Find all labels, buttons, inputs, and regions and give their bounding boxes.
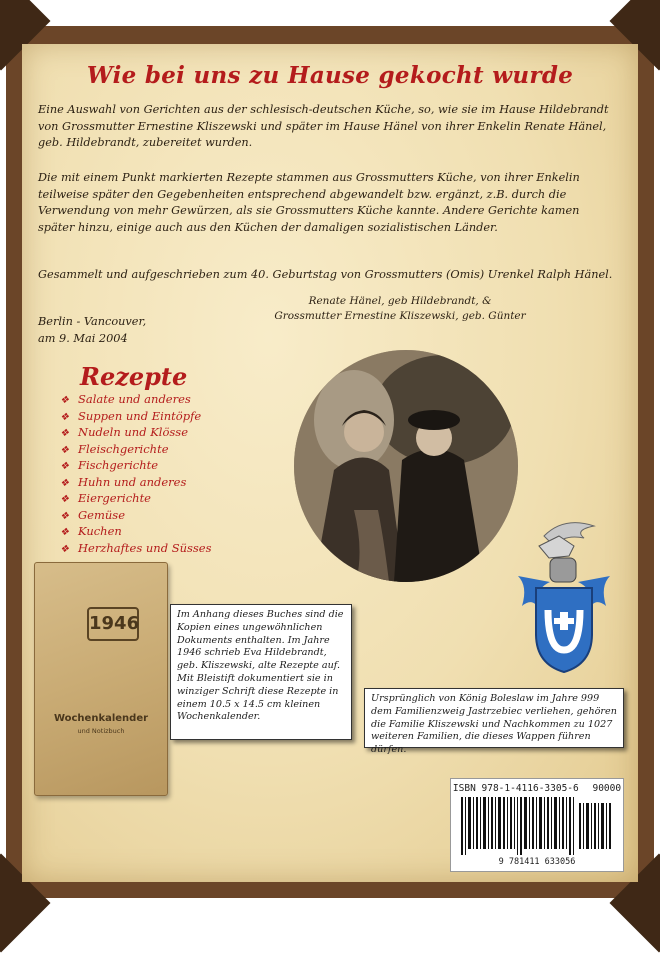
intro-paragraph-1: Eine Auswahl von Gerichten aus der schlesisch-deutschen Küche, so, wie sie im Hause Hildebrandt von Grossmutter Ernestine Kliszewski und später im Hause Hänel von ihrer Enkelin Renate Hänel, geb. Hildebrandt, zubereitet wurden. xyxy=(38,103,609,149)
diamond-bullet-icon: ❖ xyxy=(60,428,69,439)
coat-of-arms-note: Ursprünglich von König Boleslaw im Jahre 999 dem Familienzweig Jastrzebiec verliehen, gehören die Familie Kliszewski und Nachkommen zu 1027 weiteren Familien, die dieses Wappen führen dürfen. xyxy=(364,688,624,748)
recipe-category[interactable]: ❖ Eiergerichte xyxy=(60,491,151,505)
notebook-photo xyxy=(34,562,168,796)
notebook-year: 1946 xyxy=(87,607,139,641)
isbn-text: ISBN 978-1-4116-3305-6 90000 xyxy=(452,783,622,794)
notebook-subtitle: und Notizbuch xyxy=(77,727,125,735)
diamond-bullet-icon: ❖ xyxy=(60,510,69,522)
photo-caption-line-1: Renate Hänel, geb Hildebrandt, & xyxy=(308,295,492,307)
recipe-category[interactable]: ❖ Huhn und anderes xyxy=(60,474,187,489)
diamond-bullet-icon: ❖ xyxy=(60,411,69,423)
date-line: am 9. Mai 2004 xyxy=(38,332,128,345)
notebook-title: Wochenkalender xyxy=(53,713,149,724)
barcode-digits: 9 781411 633056 xyxy=(498,857,576,867)
photo-caption xyxy=(240,294,560,324)
price-code: 90000 xyxy=(592,783,622,794)
diamond-bullet-icon: ❖ xyxy=(60,527,69,538)
page-title: Wie bei uns zu Hause gekocht wurde xyxy=(86,62,574,89)
diamond-bullet-icon: ❖ xyxy=(60,395,69,406)
recipe-category[interactable]: ❖ Herzhaftes und Süsses xyxy=(60,540,212,555)
diamond-bullet-icon: ❖ xyxy=(60,494,69,505)
recipes-list xyxy=(60,392,212,557)
barcode-bars xyxy=(459,797,615,855)
recipe-category[interactable]: ❖ Nudeln und Klösse xyxy=(60,425,189,439)
recipe-category[interactable]: ❖ Salate und anderes xyxy=(60,392,191,406)
recipe-category[interactable]: ❖ Fleischgerichte xyxy=(60,441,169,456)
recipe-category[interactable]: ❖ Kuchen xyxy=(60,524,122,538)
diamond-bullet-icon: ❖ xyxy=(60,477,69,489)
place-line: Berlin - Vancouver, xyxy=(38,315,147,328)
photo-caption-line-2: Grossmutter Ernestine Kliszewski, geb. Günter xyxy=(274,310,526,322)
diamond-bullet-icon: ❖ xyxy=(60,461,69,472)
diamond-bullet-icon: ❖ xyxy=(60,444,69,456)
family-photo-illustration xyxy=(294,350,518,582)
intro-paragraph-3: Gesammelt und aufgeschrieben zum 40. Geburtstag von Grossmutters (Omis) Urenkel Ralph Hänel. xyxy=(38,268,613,281)
diamond-bullet-icon: ❖ xyxy=(60,543,69,555)
coat-of-arms xyxy=(514,516,614,680)
family-photo xyxy=(294,350,518,582)
recipe-category[interactable]: ❖ Suppen und Eintöpfe xyxy=(60,408,202,423)
intro-paragraph-2: Die mit einem Punkt markierten Rezepte stammen aus Grossmutters Küche, von ihrer Enkelin teilweise später den Gegebenheiten entsprechend abgewandelt bzw. ergänzt, z.B. durch die Verwendung von mehr Gewürzen, als sie Grossmutters Küche kannte. Andere Gerichte kamen später hinzu, einige auch aus den Küchen der damaligen sozialistischen Länder. xyxy=(38,171,580,234)
recipe-category[interactable]: ❖ Gemüse xyxy=(60,507,126,522)
appendix-note: Im Anhang dieses Buches sind die Kopien eines ungewöhnlichen Dokuments enthalten. Im Jahre 1946 schrieb Eva Hildebrandt, geb. Kliszewski, alte Rezepte auf. Mit Bleistift dokumentiert sie in winziger Schrift diese Rezepte in einem 10.5 x 14.5 cm kleinen Wochenkalender. xyxy=(170,604,352,740)
recipes-heading: Rezepte xyxy=(80,362,188,391)
recipe-category[interactable]: ❖ Fischgerichte xyxy=(60,458,159,472)
coat-of-arms-illustration xyxy=(514,516,614,680)
isbn-barcode xyxy=(450,778,624,872)
